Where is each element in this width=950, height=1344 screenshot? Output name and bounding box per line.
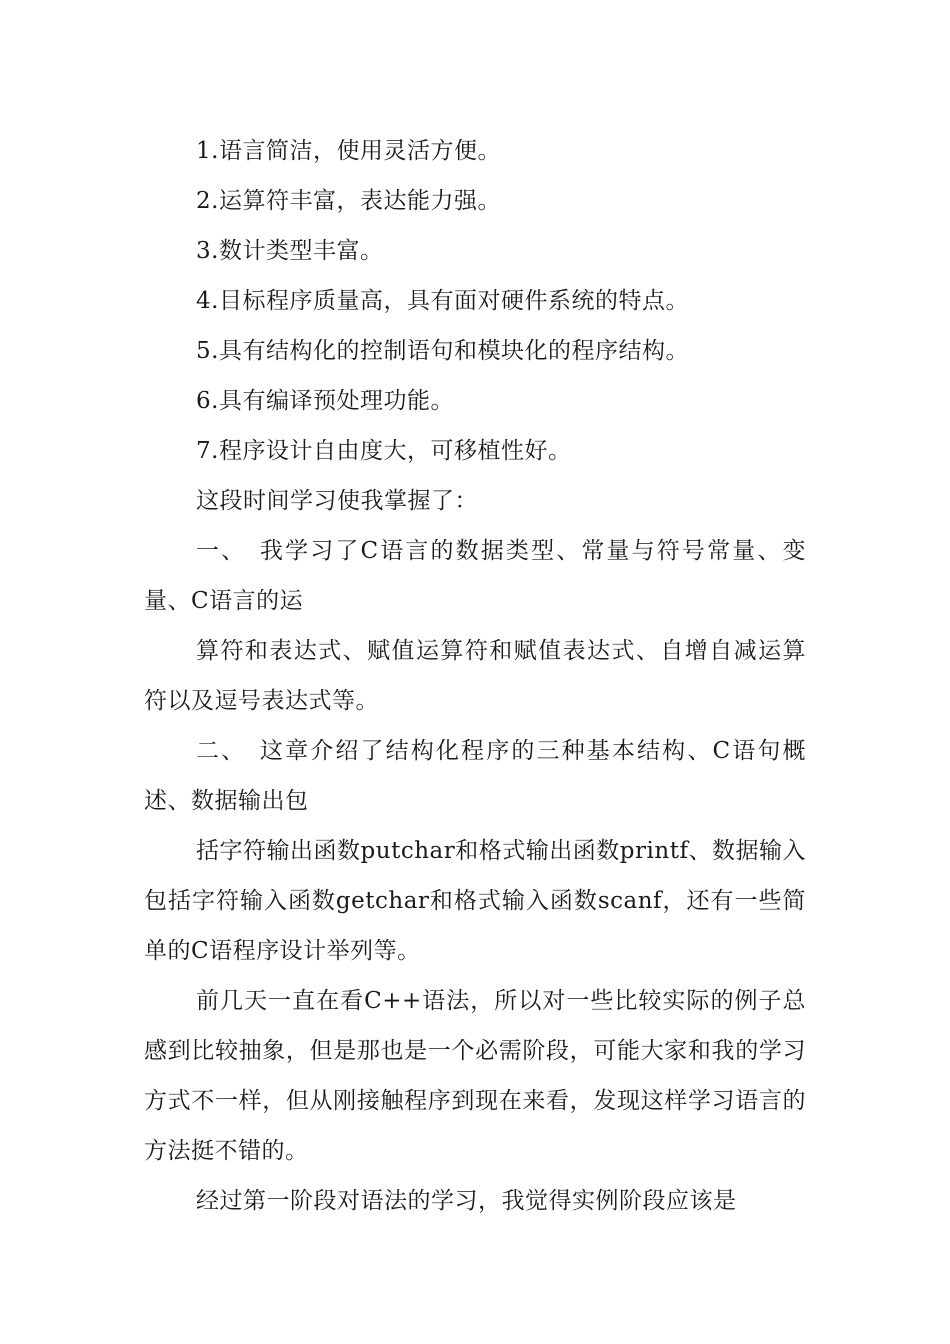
section-one-continuation: 算符和表达式、赋值运算符和赋值表达式、自增自减运算符以及逗号表达式等。 [144,638,806,714]
list-item-3: 3.数计类型丰富。 [196,238,384,264]
list-item-6: 6.具有编译预处理功能。 [196,388,454,414]
document-body [144,126,806,1226]
section-one-paragraph: 一、 我学习了C语言的数据类型、常量与符号常量、变量、C语言的运 [144,538,806,614]
section-two-continuation: 括字符输出函数putchar和格式输出函数printf、数据输入包括字符输入函数getchar和格式输入函数scanf，还有一些简单的C语程序设计举列等。 [144,838,806,964]
closing-paragraph: 经过第一阶段对语法的学习，我觉得实例阶段应该是 [196,1188,737,1214]
list-item-7: 7.程序设计自由度大，可移植性好。 [196,438,572,464]
list-item-5: 5.具有结构化的控制语句和模块化的程序结构。 [196,338,689,364]
section-two-paragraph: 二、 这章介绍了结构化程序的三种基本结构、C语句概述、数据输出包 [144,738,806,814]
reflection-paragraph: 前几天一直在看C++语法，所以对一些比较实际的例子总感到比较抽象，但是那也是一个必需阶段，可能大家和我的学习方式不一样，但从刚接触程序到现在来看，发现这样学习语言的方法挺不错的。 [144,988,806,1164]
list-item-4: 4.目标程序质量高，具有面对硬件系统的特点。 [196,288,689,314]
list-item-1: 1.语言简洁，使用灵活方便。 [196,138,501,164]
intro-paragraph: 这段时间学习使我掌握了： [196,488,478,514]
list-item-2: 2.运算符丰富，表达能力强。 [196,188,501,214]
